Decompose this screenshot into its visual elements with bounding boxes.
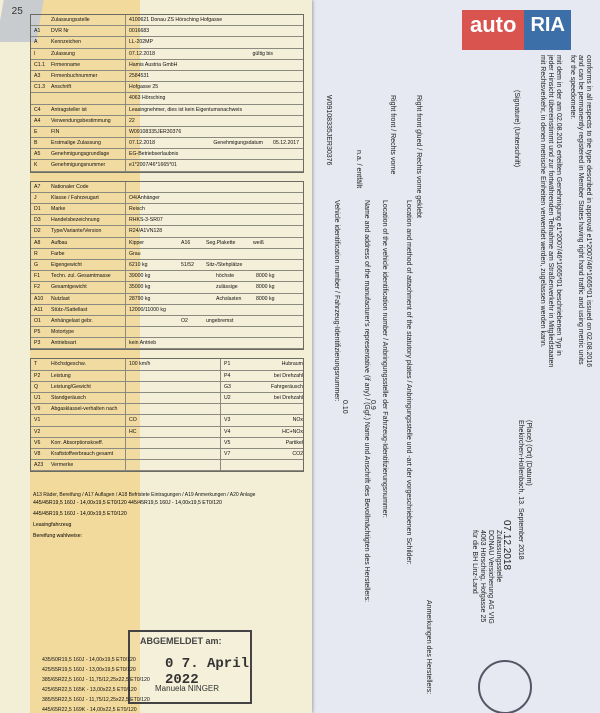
form-row <box>31 282 303 293</box>
extra-label: höchste <box>216 273 235 280</box>
watermark-auto: auto <box>462 10 524 50</box>
field-label: DVR Nr <box>51 28 69 35</box>
field-value: 35000 kg <box>125 282 303 292</box>
field-code: A3 <box>34 72 41 79</box>
field-value <box>125 182 303 192</box>
form-row <box>31 449 303 460</box>
extra-label: 51/52 <box>181 261 194 268</box>
field-value: 07.12.2018 <box>125 138 303 148</box>
field-value: Kipper <box>125 238 303 248</box>
field-code: P3 <box>34 340 41 347</box>
field-value: Leasingnehmer, dies ist kein Eigentumsnachweis <box>125 105 303 115</box>
field-code: C1.3 <box>34 84 45 91</box>
extra-label: 8000 kg <box>256 284 275 291</box>
vehicle-block <box>30 181 304 351</box>
extra-label: Achslasten <box>216 295 242 302</box>
extra-label: 8000 kg <box>256 295 275 302</box>
field-code: Q <box>34 383 39 390</box>
field-value: 28790 kg <box>125 294 303 304</box>
field-code: E <box>34 128 38 135</box>
field-code-2: V3 <box>220 415 240 425</box>
field-label: Standgeräusch <box>51 395 86 401</box>
rot-text: Right front glued / Rechts vorne geklebt <box>415 95 422 218</box>
extra-label: 8000 kg <box>256 273 275 280</box>
field-code: A23 <box>34 462 44 469</box>
form-row <box>31 460 303 471</box>
extra-label: O2 <box>181 317 188 324</box>
field-label: Kraftstoffverbrauch gesamt <box>51 450 114 457</box>
field-code-2: V4 <box>220 427 240 437</box>
field-label <box>48 93 125 103</box>
form-row <box>31 271 303 282</box>
field-code: V6 <box>34 439 41 446</box>
field-label: Vermerke <box>51 462 74 469</box>
field-code: F1 <box>34 273 41 280</box>
form-row <box>31 60 303 71</box>
field-label: FIN <box>51 128 60 135</box>
extra-label: Genehmigungsdatum <box>213 140 263 147</box>
field-label-2: CO2 <box>292 450 303 457</box>
field-label: Motortype <box>51 329 75 336</box>
field-label: Genehmigungsgrundlage <box>51 151 110 158</box>
field-code: O1 <box>34 317 41 324</box>
field-code-2 <box>220 404 240 414</box>
form-row <box>31 127 303 138</box>
field-code-2: P4 <box>220 371 240 381</box>
field-label: Techn. zul. Gesamtmasse <box>51 273 111 280</box>
field-value: 4063 Hörsching <box>125 93 303 103</box>
field-label: Farbe <box>51 250 65 257</box>
field-label: Abgasklassel-verhalten nach <box>51 406 118 413</box>
form-row <box>31 404 303 415</box>
field-label-2 <box>240 460 303 470</box>
rot-num: 0.10 <box>341 400 348 414</box>
field-value <box>125 371 220 381</box>
tyre-lines <box>30 498 304 542</box>
field-label: Eigengewicht <box>51 261 82 268</box>
form-row <box>31 327 303 338</box>
field-code-2: U2 <box>220 393 240 403</box>
extra-label: Sitz-/Stehplätze <box>206 261 243 268</box>
rot-text: conforms in all respects to the type described in approval e1*2007/46*1665*01 issued on 02.08.2016 <box>585 55 592 368</box>
field-value: RHKS-3-SR07 <box>125 215 303 225</box>
corner-tab-label: 25 <box>11 6 23 17</box>
field-code: D3 <box>34 217 41 224</box>
rot-text: Name and address of the manufacturer's representative (if any) / (Ggf.) Name und Anschrift des Bevollmächtigten des Herstellers: <box>363 200 370 603</box>
field-value: HC <box>125 427 220 437</box>
field-value: kein Antrieb <box>125 338 303 348</box>
field-value <box>125 449 220 459</box>
tyre-line: 445/45R19,5 160J - 14,00x19,5 ET0/120 <box>33 511 127 518</box>
extra-label: A16 <box>181 239 191 246</box>
field-value <box>125 460 220 470</box>
field-value: Hamis Austria GmbH <box>125 60 303 70</box>
tyre-line: 435/50R19,5 160J - 14,00x19,5 ET0/120 <box>42 657 136 663</box>
stamp-title: ABGEMELDET am: <box>140 636 222 646</box>
form-row <box>31 359 303 370</box>
field-value: 07.12.2018 <box>125 49 303 59</box>
field-label <box>48 427 125 437</box>
field-label: Höchstgeschw. <box>51 361 86 368</box>
stamp-signature: Manuela NINGER <box>155 684 220 693</box>
form-row <box>31 260 303 271</box>
field-value: R24/A1VN128 <box>125 226 303 236</box>
field-code: C4 <box>34 106 41 113</box>
field-value: LL-202MP <box>125 37 303 47</box>
stamp-date: 0 7. April 2022 <box>165 656 250 688</box>
field-code: P2 <box>34 372 41 379</box>
field-value: 4100621 Donau ZS Hörsching Hofgasse <box>125 15 303 25</box>
form-row <box>31 93 303 104</box>
field-code: K <box>34 162 38 169</box>
field-value: Hofgasse 25 <box>125 82 303 92</box>
form-row <box>31 371 303 382</box>
field-code: D1 <box>34 206 41 212</box>
field-label: Firmenbuchnummer <box>51 72 98 79</box>
field-label: Genehmigungsnummer <box>51 162 106 169</box>
field-code: A10 <box>34 295 44 302</box>
field-value: 6210 kg <box>125 260 303 270</box>
field-value <box>125 404 220 414</box>
form-row <box>31 193 303 204</box>
field-label: Klasse / Fahrzeugart <box>51 194 99 201</box>
rot-text: 4063 Hörsching, Hofgasse 25 <box>479 530 486 623</box>
field-code: A8 <box>34 239 41 246</box>
form-row <box>31 204 303 215</box>
field-code: J <box>34 194 37 201</box>
rot-text: Location and method of attachment of the statutory plates / Anbringungsstelle und -art der vorgeschriebenen Schilder: <box>405 200 412 565</box>
tyre-line: Leasingfahrzeug <box>33 522 72 529</box>
extra-label: gültig bis <box>252 50 273 57</box>
tyre-line: 445/45R19,5 160J - 14,00x19,5 ET0/120 445/45R19,5 160J - 14,00x19,5 ET0/120 <box>33 500 222 507</box>
rot-date: 07.12.2018 <box>501 520 512 571</box>
field-label: Zulassungsstelle <box>51 17 90 23</box>
field-code: A5 <box>34 151 41 158</box>
rot-text: jeder Hinsicht übereinstimmt und zur fortwährenden Teilnahme am Straßenverkehr in Mitgliedstaaten <box>547 55 554 368</box>
field-code-2: P1 <box>220 359 240 369</box>
field-label: Verwendungsbestimmung <box>51 117 111 124</box>
field-label-2: Hubraum <box>281 361 303 368</box>
rot-text: (Place) (Ort) (Datum) <box>525 420 532 486</box>
field-label: Type/Variante/Version <box>51 228 102 235</box>
tyre-line: Bereifung wahlweise: <box>33 533 83 540</box>
field-code: G <box>34 261 39 268</box>
form-row <box>31 393 303 404</box>
tyre-line: 425/55R19,5 160J - 13,00x19,5 ET0/120 <box>42 667 136 673</box>
rot-text: n.a. / entfällt <box>355 150 362 189</box>
form-row <box>31 37 303 48</box>
tyre-lines-bottom <box>42 655 150 713</box>
field-value: 12000/11000 kg <box>125 305 303 315</box>
field-value: Reisch <box>125 204 303 214</box>
field-code: V1 <box>34 417 41 424</box>
field-code: C1.1 <box>34 61 45 68</box>
field-code: V9 <box>34 406 41 413</box>
form-row <box>31 438 303 449</box>
field-code: A7 <box>34 183 41 190</box>
tyre-line: 425/65R22,5 165K - 13,00x22,5 ET0/120 <box>42 687 137 693</box>
form-row <box>31 26 303 37</box>
field-code <box>31 15 48 25</box>
field-label: Zulassung <box>51 50 75 57</box>
form-row <box>31 226 303 237</box>
form-row <box>31 338 303 349</box>
field-label: Nutzlast <box>51 295 70 302</box>
form-row <box>31 182 303 193</box>
form-row <box>31 215 303 226</box>
field-value <box>125 393 220 403</box>
field-code: D2 <box>34 228 41 235</box>
field-label: Korr. Absorptionskoeff. <box>51 439 104 446</box>
extra-label: weiß <box>253 239 264 246</box>
form-row <box>31 415 303 426</box>
rot-text: Zulassungsstelle <box>495 530 502 583</box>
field-label: Stütz-/Sattellast <box>51 306 88 313</box>
rot-text: Anmerkungen des Herstellers: <box>425 600 432 695</box>
field-label: Aufbau <box>51 239 68 246</box>
field-code: I <box>34 50 36 57</box>
rot-text: Vehicle identification number / Fahrzeug-Identifizierungsnummer: <box>333 200 340 402</box>
field-label: Leistung <box>51 372 71 379</box>
field-code: B <box>34 140 38 147</box>
extra-label: ungebremst <box>206 317 234 324</box>
form-row <box>31 316 303 327</box>
form-row <box>31 149 303 160</box>
rot-num: 0.9 <box>369 400 376 410</box>
field-value: 100 km/h <box>125 359 220 369</box>
field-value <box>125 438 220 448</box>
watermark-ria: RIA <box>524 10 570 50</box>
extra-label: 05.12.2017 <box>273 140 299 147</box>
field-label: Marke <box>51 206 66 212</box>
form-row <box>31 382 303 393</box>
field-code-2 <box>220 460 240 470</box>
field-code: A11 <box>34 306 43 313</box>
field-code <box>31 93 48 103</box>
form-row <box>31 49 303 60</box>
autoria-watermark <box>462 10 592 50</box>
field-value <box>125 382 220 392</box>
rot-text: Location of the vehicle identification number / Anbringungsstelle der Fahrzeug-Identifizierungsnummer: <box>381 200 388 518</box>
field-label-2: Fahrgeräusch <box>270 383 303 390</box>
field-label: Erstmalige Zulassung <box>51 140 101 147</box>
extra-label: Seg.Plakette <box>206 239 236 246</box>
engine-block <box>30 358 304 472</box>
rot-text: (Signature) (Unterschrift) <box>513 90 520 168</box>
rot-text: Ehekirchen-Hollenbach, 13. September 2018 <box>517 420 524 560</box>
form-row <box>31 15 303 26</box>
field-value: O4/Anhänger <box>125 193 303 203</box>
field-value: 2584531 <box>125 71 303 81</box>
field-code: A4 <box>34 117 41 124</box>
extra-label: zulässige <box>216 284 238 291</box>
field-code: V2 <box>34 428 41 435</box>
field-label: Handelsbezeichnung <box>51 217 100 224</box>
form-row <box>31 138 303 149</box>
field-value <box>125 327 303 337</box>
field-value: 39000 kg <box>125 271 303 281</box>
field-value: Grau <box>125 249 303 259</box>
field-code: R <box>34 250 38 257</box>
certificate-form <box>30 14 304 542</box>
field-label-2: bei Drehzahl <box>273 395 303 401</box>
field-label: Gesamtgewicht <box>51 284 87 291</box>
field-value: e1*2007/46*1665*01 <box>125 160 303 170</box>
rot-text: W09108335JER30376 <box>325 95 332 166</box>
field-code-2: V5 <box>220 438 240 448</box>
field-label: Leistung/Gewicht <box>51 383 91 390</box>
field-label: Antragsteller ist <box>51 106 87 113</box>
field-value: EG-Betriebserlaubnis <box>125 149 303 159</box>
form-row <box>31 116 303 127</box>
form-row <box>31 105 303 116</box>
field-code: T <box>34 361 38 368</box>
header-block <box>30 14 304 173</box>
form-row <box>31 71 303 82</box>
form-row <box>31 160 303 171</box>
form-row <box>31 249 303 260</box>
round-seal <box>478 660 532 713</box>
field-label: Antriebsart <box>51 340 77 347</box>
field-label-2: HC+NOx <box>282 428 303 435</box>
field-label-2: NOx <box>292 417 303 424</box>
field-code-2: V7 <box>220 449 240 459</box>
tyres-title: A13 Räder, Bereifung / A17 Auflagen / A18 Befristete Eintragungen / A19 Anmerkungen / A20 Anlage <box>33 492 256 499</box>
form-row <box>31 427 303 438</box>
form-row <box>31 305 303 316</box>
field-label: Anschrift <box>51 84 72 91</box>
field-code: U1 <box>34 395 41 401</box>
field-label: Nationaler Code <box>51 183 89 190</box>
field-value: CO <box>125 415 220 425</box>
field-label: Anhängelast gebr. <box>51 317 93 324</box>
field-label: Firmenname <box>51 61 81 68</box>
tyre-line: 385/55R22,5 160J - 11,75/12,25x22,5 ET0/120 <box>42 697 150 703</box>
rot-text: für die BH Linz-Land <box>471 530 478 594</box>
field-code: V8 <box>34 450 41 457</box>
field-label-2 <box>240 404 303 414</box>
field-code: A <box>34 39 38 46</box>
field-code-2: G3 <box>220 382 240 392</box>
field-label: Kennzeichen <box>51 39 81 46</box>
rot-text: mit dem in der am 02.08.2016 erteilten Genehmigung e1*2007/46*1665*01 beschriebenen Typ in <box>555 55 562 356</box>
field-code: A1 <box>34 28 41 35</box>
form-row <box>31 238 303 249</box>
tyre-line: 445/65R22,5 169K - 14,00x22,5 ET0/120 <box>42 707 137 713</box>
field-code: P5 <box>34 329 41 336</box>
field-value: W09108335JER30376 <box>125 127 303 137</box>
form-row <box>31 294 303 305</box>
rot-text: and can be permanently registered in Member States having right hand traffic and using metric units <box>577 55 584 365</box>
field-label-2: Partikel <box>285 439 303 446</box>
form-row <box>31 82 303 93</box>
rot-text: for the speedometer. <box>569 55 576 120</box>
field-label <box>48 415 125 425</box>
rot-text: mit Rechtsverkehr, in denen metrische Einheiten verwendet werden, zugelassen werden kann. <box>539 55 546 348</box>
certificate-right-page <box>310 0 600 713</box>
field-label-2: bei Drehzahl <box>273 372 303 379</box>
rot-text: DONAU Versicherung AG VIG <box>487 530 494 624</box>
field-value: 0016683 <box>125 26 303 36</box>
field-code: F2 <box>34 284 41 291</box>
rot-text: Right front / Rechts vorne <box>389 95 396 175</box>
field-value: 22 <box>125 116 303 126</box>
tyre-line: 385/65R22,5 160J - 11,75/12,25x22,5 ET0/120 <box>42 677 150 683</box>
